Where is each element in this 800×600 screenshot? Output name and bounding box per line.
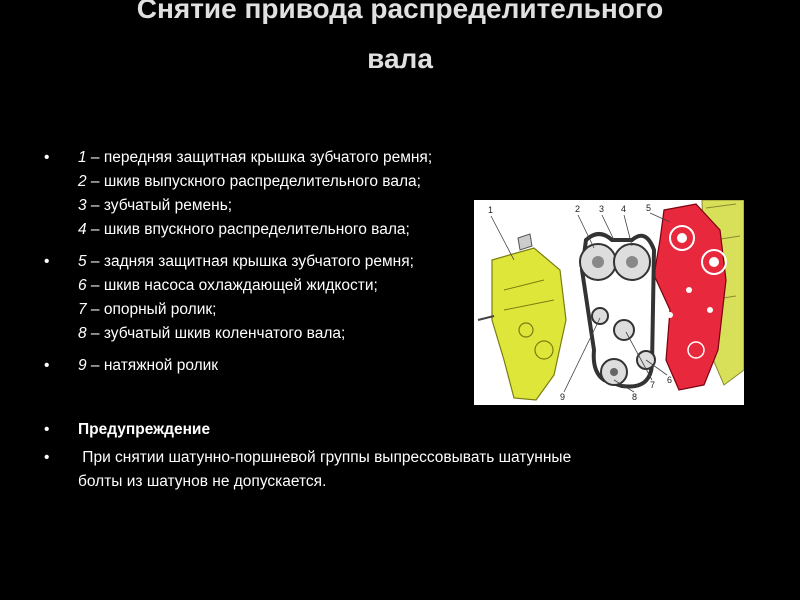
- list-line: 9 – натяжной ролик: [78, 357, 219, 374]
- list-line: 6 – шкив насоса охлаждающей жидкости;: [78, 277, 378, 294]
- callout-2: 2: [575, 204, 581, 214]
- list-line: 7 – опорный ролик;: [78, 301, 217, 318]
- timing-belt-diagram: [474, 200, 744, 405]
- slide-title-line-1: Снятие привода распределительного: [136, 0, 664, 24]
- bullet-icon: •: [44, 357, 50, 374]
- list-line: 8 – зубчатый шкив коленчатого вала;: [78, 325, 346, 342]
- slide-title-line-2: вала: [367, 43, 433, 74]
- warning-text-line-1: При снятии шатунно-поршневой группы выпрессовывать шатунные: [78, 449, 572, 466]
- slide-title: [0, 0, 800, 84]
- list-line: 3 – зубчатый ремень;: [78, 197, 233, 214]
- list-line: 1 – передняя защитная крышка зубчатого ремня;: [78, 149, 433, 166]
- callout-8: 8: [632, 392, 638, 402]
- callout-3: 3: [599, 204, 605, 214]
- warning-text-line-2: болты из шатунов не допускается.: [78, 473, 327, 490]
- callout-7: 7: [650, 380, 656, 390]
- bullet-icon: •: [44, 421, 50, 438]
- list-line: 2 – шкив выпускного распределительного вала;: [78, 173, 421, 190]
- callout-5: 5: [646, 203, 652, 213]
- callout-4: 4: [621, 204, 627, 214]
- bullet-icon: •: [44, 253, 50, 270]
- warning-section: [44, 418, 744, 498]
- callout-9: 9: [560, 392, 566, 402]
- bullet-icon: •: [44, 149, 50, 166]
- callout-1: 1: [488, 205, 494, 215]
- warning-heading-item: [44, 418, 744, 442]
- warning-text-item: [44, 446, 744, 494]
- warning-heading: Предупреждение: [78, 421, 211, 438]
- list-line: 5 – задняя защитная крышка зубчатого ремня;: [78, 253, 414, 270]
- callout-6: 6: [667, 375, 673, 385]
- bullet-icon: •: [44, 449, 50, 466]
- list-line: 4 – шкив впускного распределительного вала;: [78, 221, 410, 238]
- diagram-svg: [474, 200, 744, 405]
